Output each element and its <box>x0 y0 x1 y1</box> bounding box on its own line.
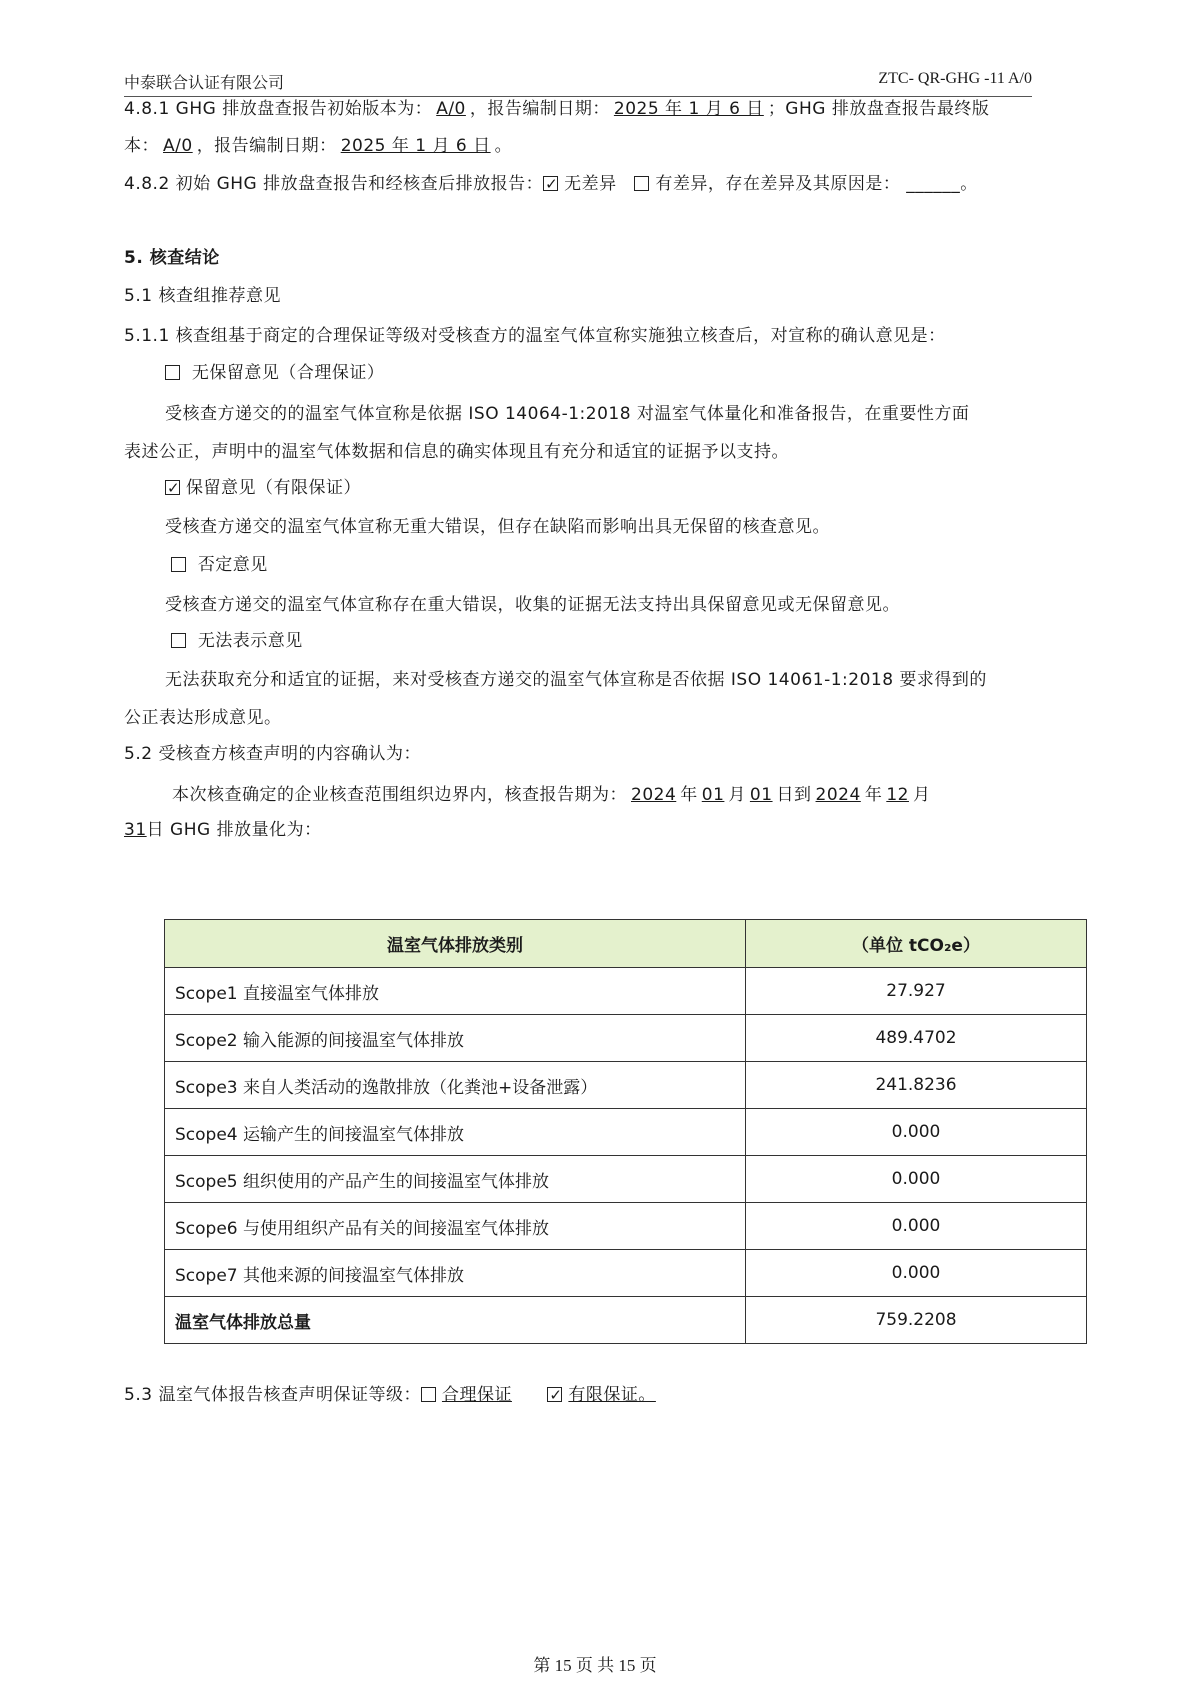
empty-box-icon <box>165 365 180 380</box>
end-day: 31 <box>124 820 147 840</box>
empty-box-icon <box>421 1387 436 1402</box>
empty-box-icon <box>171 633 186 648</box>
final-report-date: 2025 年 1 月 6 日 <box>340 136 491 156</box>
empty-box-icon <box>171 557 186 572</box>
scope-value: 0.000 <box>746 1203 1087 1250</box>
opinion-text: 受核查方递交的温室气体宣称存在重大错误，收集的证据无法支持出具保留意见或无保留意见。 <box>165 595 900 615</box>
reporting-period-line-2 <box>124 818 322 842</box>
scope-value: 27.927 <box>746 968 1087 1015</box>
scope-label: Scope7 其他来源的间接温室气体排放 <box>165 1250 746 1297</box>
section-4-8-2 <box>124 172 978 196</box>
section-5-1-title: 5.1 核查组推荐意见 <box>124 286 281 306</box>
text: ；GHG 排放盘查报告最终版 <box>767 99 990 119</box>
opinion-disclaimer <box>165 629 303 653</box>
text: 年 <box>864 785 883 805</box>
table-row <box>165 1109 1087 1156</box>
opinion-text: 受核查方递交的温室气体宣称无重大错误，但存在缺陷而影响出具无保留的核查意见。 <box>165 517 830 537</box>
table-row <box>165 1203 1087 1250</box>
scope-value: 0.000 <box>746 1250 1087 1297</box>
initial-report-date: 2025 年 1 月 6 日 <box>613 99 764 119</box>
text: 本次核查确定的企业核查范围组织边界内，核查报告期为： <box>172 785 627 805</box>
no-difference-label: 无差异 <box>564 174 617 194</box>
column-header-category: 温室气体排放类别 <box>165 920 746 968</box>
text: 月 <box>728 785 746 805</box>
total-label: 温室气体排放总量 <box>165 1297 746 1344</box>
company-name: 中泰联合认证有限公司 <box>124 75 285 92</box>
has-difference-label: 有差异，存在差异及其原因是： <box>655 174 901 194</box>
text: 本： <box>124 136 159 156</box>
checked-box-icon <box>165 480 180 495</box>
opinion-unqualified <box>165 361 384 385</box>
scope-value: 489.4702 <box>746 1015 1087 1062</box>
scope-label: Scope4 运输产生的间接温室气体排放 <box>165 1109 746 1156</box>
table-row <box>165 1250 1087 1297</box>
end-month: 12 <box>886 785 909 805</box>
scope-label: Scope5 组织使用的产品产生的间接温室气体排放 <box>165 1156 746 1203</box>
scope-value: 0.000 <box>746 1109 1087 1156</box>
empty-box-icon <box>634 176 649 191</box>
reporting-period-line <box>172 783 930 807</box>
section-5-2-title: 5.2 受核查方核查声明的内容确认为： <box>124 744 421 764</box>
text: 。 <box>494 136 513 156</box>
end-year: 2024 <box>815 785 861 805</box>
table-row <box>165 1062 1087 1109</box>
opinion-qualified <box>165 476 361 500</box>
scope-label: Scope2 输入能源的间接温室气体排放 <box>165 1015 746 1062</box>
opinion-label: 无法表示意见 <box>197 631 303 651</box>
start-day: 01 <box>749 785 773 805</box>
scope-label: Scope6 与使用组织产品有关的间接温室气体排放 <box>165 1203 746 1250</box>
section-4-8-1-line-1 <box>124 97 989 121</box>
scope-value: 241.8236 <box>746 1062 1087 1109</box>
document-code: ZTC- QR-GHG -11 A/0 <box>878 70 1032 87</box>
limited-assurance-label: 有限保证。 <box>568 1385 656 1405</box>
section-5-3 <box>124 1383 656 1407</box>
opinion-label: 保留意见（有限保证） <box>186 478 361 498</box>
ghg-emissions-table <box>164 919 1087 1344</box>
column-header-unit: （单位 tCO₂e） <box>746 920 1087 968</box>
checked-box-icon <box>547 1387 562 1402</box>
start-year: 2024 <box>631 785 677 805</box>
blank-field: ______ <box>906 174 961 194</box>
section-5-1-1-text: 5.1.1 核查组基于商定的合理保证等级对受核查方的温室气体宣称实施独立核查后，对宣称的确认意见是： <box>124 326 946 346</box>
opinion-text: 公正表达形成意见。 <box>124 708 282 728</box>
text: 。 <box>960 174 978 194</box>
total-value: 759.2208 <box>746 1297 1087 1344</box>
text: 4.8.1 GHG 排放盘查报告初始版本为： <box>124 99 433 119</box>
text: ，报告编制日期： <box>469 99 610 119</box>
opinion-text: 受核查方递交的的温室气体宣称是依据 ISO 14064-1:2018 对温室气体量化和准备报告，在重要性方面 <box>165 404 970 424</box>
table-row <box>165 1015 1087 1062</box>
checked-box-icon <box>543 176 558 191</box>
opinion-text: 表述公正，声明中的温室气体数据和信息的确实体现且有充分和适宜的证据予以支持。 <box>124 442 789 462</box>
text: ，报告编制日期： <box>196 136 337 156</box>
text: 4.8.2 初始 GHG 排放盘查报告和经核查后排放报告： <box>124 174 544 194</box>
final-version: A/0 <box>163 136 193 156</box>
start-month: 01 <box>701 785 725 805</box>
opinion-text: 无法获取充分和适宜的证据，来对受核查方递交的温室气体宣称是否依据 ISO 14061-1:2018 要求得到的 <box>165 670 987 690</box>
text: 日到 <box>776 785 812 805</box>
page-footer: 第 15 页 共 15 页 <box>533 1656 657 1675</box>
scope-label: Scope1 直接温室气体排放 <box>165 968 746 1015</box>
text: 5.3 温室气体报告核查声明保证等级： <box>124 1385 421 1405</box>
opinion-label: 否定意见 <box>197 555 268 575</box>
table-row <box>165 968 1087 1015</box>
table-row <box>165 1156 1087 1203</box>
section-4-8-1-line-2 <box>124 134 512 158</box>
text: 年 <box>680 785 698 805</box>
text: 日 GHG 排放量化为： <box>146 820 322 840</box>
scope-value: 0.000 <box>746 1156 1087 1203</box>
scope-label: Scope3 来自人类活动的逸散排放（化粪池+设备泄露） <box>165 1062 746 1109</box>
reasonable-assurance-label: 合理保证 <box>441 1385 512 1405</box>
opinion-adverse <box>165 553 268 577</box>
table-header-row <box>165 920 1087 968</box>
initial-version: A/0 <box>436 99 466 119</box>
table-total-row <box>165 1297 1087 1344</box>
text: 月 <box>912 785 931 805</box>
section-5-title: 5. 核查结论 <box>124 248 220 268</box>
page-header <box>124 70 1032 97</box>
opinion-label: 无保留意见（合理保证） <box>191 363 385 383</box>
